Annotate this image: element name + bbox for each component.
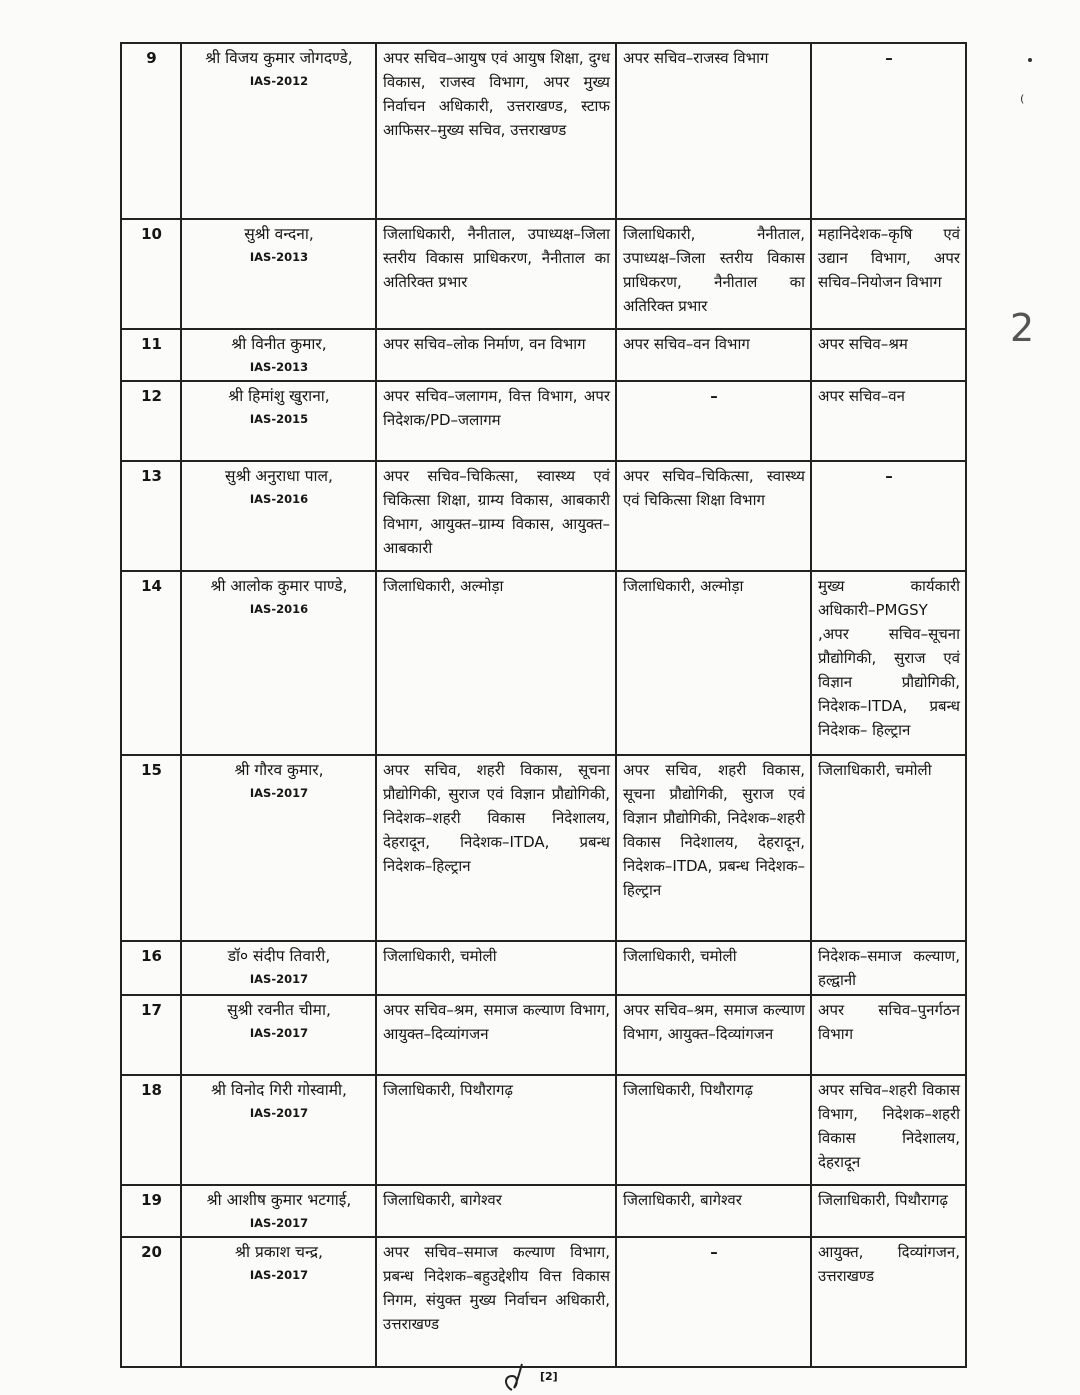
relieved-from — [616, 43, 811, 219]
relieved-from — [616, 1075, 811, 1185]
relieved-from-text: जिलाधिकारी, नैनीताल, उपाध्यक्ष–जिला स्तरीय विकास प्राधिकरण, नैनीताल का अतिरिक्त प्रभार — [623, 225, 805, 315]
table-row — [121, 995, 966, 1075]
relieved-from — [616, 219, 811, 329]
serial-number: 13 — [121, 461, 181, 571]
officer-cell — [181, 329, 376, 381]
new-posting-text: आयुक्त, दिव्यांगजन, उत्तराखण्ड — [818, 1243, 960, 1285]
new-posting-text: जिलाधिकारी, चमोली — [818, 761, 932, 779]
officer-name: श्री हिमांशु खुराना, — [228, 387, 330, 405]
officer-name: सुश्री अनुराधा पाल, — [225, 467, 333, 485]
table-row — [121, 329, 966, 381]
current-posting — [376, 43, 616, 219]
current-posting — [376, 381, 616, 461]
officer-cell — [181, 43, 376, 219]
table-row — [121, 219, 966, 329]
signature-mark — [498, 1362, 538, 1392]
relieved-from-text: अपर सचिव–वन विभाग — [623, 335, 750, 353]
ias-batch: IAS-2016 — [249, 602, 309, 616]
current-posting — [376, 941, 616, 995]
new-posting-text: मुख्य कार्यकारी अधिकारी–PMGSY ,अपर सचिव–सूचना प्रौद्योगिकी, सुराज एवं विज्ञान प्रौद्योगिकी, निदेशक–ITDA, प्रबन्ध निदेशक– हिल्ट्रान — [818, 577, 960, 739]
relieved-from-text: अपर सचिव–राजस्व विभाग — [623, 49, 769, 67]
current-posting — [376, 1185, 616, 1237]
new-posting-text: – — [885, 49, 893, 67]
officer-name: सुश्री रवनीत चीमा, — [227, 1001, 331, 1019]
officer-cell — [181, 1237, 376, 1367]
officer-cell — [181, 1185, 376, 1237]
current-posting-text: अपर सचिव–समाज कल्याण विभाग, प्रबन्ध निदेशक–बहुउद्देशीय वित्त विकास निगम, संयुक्त मुख्य निर्वाचन अधिकारी, उत्तराखण्ड — [383, 1243, 610, 1333]
current-posting — [376, 1075, 616, 1185]
serial-number: 15 — [121, 755, 181, 941]
serial-number: 11 — [121, 329, 181, 381]
officer-name: श्री आलोक कुमार पाण्डे, — [210, 577, 348, 595]
serial-number: 9 — [121, 43, 181, 219]
officer-name: श्री विनोद गिरी गोस्वामी, — [211, 1081, 347, 1099]
ias-batch: IAS-2015 — [249, 412, 309, 426]
current-posting-text: अपर सचिव–आयुष एवं आयुष शिक्षा, दुग्ध विकास, राजस्व विभाग, अपर मुख्य निर्वाचन अधिकारी, उत्तराखण्ड, स्टाफ आफिसर–मुख्य सचिव, उत्तराखण्ड — [383, 49, 610, 139]
new-posting-text: अपर सचिव–श्रम — [818, 335, 908, 353]
new-posting — [811, 1237, 966, 1367]
new-posting-text: – — [885, 467, 893, 485]
officer-name: सुश्री वन्दना, — [244, 225, 314, 243]
ias-batch: IAS-2017 — [249, 1106, 309, 1120]
officer-cell — [181, 461, 376, 571]
serial-number: 18 — [121, 1075, 181, 1185]
relieved-from-text: जिलाधिकारी, अल्मोड़ा — [623, 577, 744, 595]
new-posting — [811, 219, 966, 329]
new-posting-text: निदेशक–समाज कल्याण, हल्द्वानी — [818, 947, 960, 989]
relieved-from — [616, 571, 811, 755]
new-posting — [811, 995, 966, 1075]
serial-number: 19 — [121, 1185, 181, 1237]
ias-batch: IAS-2013 — [249, 250, 309, 264]
officer-name: श्री आशीष कुमार भटगाई, — [206, 1191, 352, 1209]
current-posting — [376, 219, 616, 329]
relieved-from-text: जिलाधिकारी, बागेश्वर — [623, 1191, 742, 1209]
table-row — [121, 1075, 966, 1185]
serial-number: 14 — [121, 571, 181, 755]
relieved-from-text: अपर सचिव–चिकित्सा, स्वास्थ्य एवं चिकित्सा शिक्षा विभाग — [623, 467, 805, 509]
document-sheet — [120, 42, 965, 1360]
relieved-from — [616, 381, 811, 461]
table-row — [121, 43, 966, 219]
officer-cell — [181, 755, 376, 941]
relieved-from — [616, 1185, 811, 1237]
relieved-from — [616, 995, 811, 1075]
ias-batch: IAS-2013 — [249, 360, 309, 374]
new-posting — [811, 941, 966, 995]
current-posting-text: जिलाधिकारी, बागेश्वर — [383, 1191, 502, 1209]
officer-cell — [181, 219, 376, 329]
new-posting — [811, 461, 966, 571]
relieved-from — [616, 1237, 811, 1367]
ias-batch: IAS-2017 — [249, 1216, 309, 1230]
relieved-from-text: जिलाधिकारी, पिथौरागढ़ — [623, 1081, 753, 1099]
officer-cell — [181, 381, 376, 461]
current-posting-text: जिलाधिकारी, अल्मोड़ा — [383, 577, 504, 595]
new-posting — [811, 329, 966, 381]
officer-cell — [181, 1075, 376, 1185]
current-posting-text: अपर सचिव–चिकित्सा, स्वास्थ्य एवं चिकित्सा शिक्षा, ग्राम्य विकास, आबकारी विभाग, आयुक्त–ग्राम्य विकास, आयुक्त–आबकारी — [383, 467, 610, 557]
edge-dot — [1028, 58, 1032, 62]
new-posting — [811, 381, 966, 461]
current-posting — [376, 461, 616, 571]
table-body — [121, 43, 966, 1367]
new-posting — [811, 43, 966, 219]
serial-number: 20 — [121, 1237, 181, 1367]
table-row — [121, 755, 966, 941]
relieved-from — [616, 755, 811, 941]
officer-name: श्री प्रकाश चन्द्र, — [235, 1243, 323, 1261]
current-posting — [376, 755, 616, 941]
officer-name: श्री गौरव कुमार, — [234, 761, 324, 779]
table-row — [121, 1237, 966, 1367]
officer-name: श्री विजय कुमार जोगदण्डे, — [205, 49, 353, 67]
serial-number: 16 — [121, 941, 181, 995]
current-posting — [376, 1237, 616, 1367]
table-row — [121, 381, 966, 461]
ias-batch: IAS-2016 — [249, 492, 309, 506]
new-posting-text: अपर सचिव–वन — [818, 387, 905, 405]
edge-tick: ⁽ — [1020, 92, 1025, 113]
current-posting-text: जिलाधिकारी, पिथौरागढ़ — [383, 1081, 513, 1099]
new-posting — [811, 1185, 966, 1237]
current-posting-text: अपर सचिव–श्रम, समाज कल्याण विभाग, आयुक्त–दिव्यांगजन — [383, 1001, 610, 1043]
relieved-from-text: – — [710, 387, 718, 405]
ias-batch: IAS-2017 — [249, 1026, 309, 1040]
relieved-from-text: – — [710, 1243, 718, 1261]
side-page-number: 2 — [1010, 306, 1035, 350]
new-posting-text: अपर सचिव–पुनर्गठन विभाग — [818, 1001, 960, 1043]
table-row — [121, 461, 966, 571]
officer-cell — [181, 995, 376, 1075]
new-posting-text: अपर सचिव–शहरी विकास विभाग, निदेशक–शहरी विकास निदेशालय, देहरादून — [818, 1081, 960, 1171]
ias-batch: IAS-2017 — [249, 1268, 309, 1282]
relieved-from-text: अपर सचिव–श्रम, समाज कल्याण विभाग, आयुक्त–दिव्यांगजन — [623, 1001, 805, 1043]
serial-number: 10 — [121, 219, 181, 329]
new-posting — [811, 1075, 966, 1185]
serial-number: 12 — [121, 381, 181, 461]
officer-cell — [181, 941, 376, 995]
table-row — [121, 1185, 966, 1237]
current-posting-text: जिलाधिकारी, चमोली — [383, 947, 497, 965]
table-row — [121, 571, 966, 755]
relieved-from-text: जिलाधिकारी, चमोली — [623, 947, 737, 965]
relieved-from-text: अपर सचिव, शहरी विकास, सूचना प्रौद्योगिकी, सुराज एवं विज्ञान प्रौद्योगिकी, निदेशक–शहरी विकास निदेशालय, देहरादून, निदेशक–ITDA, प्रबन्ध निदेशक–हिल्ट्रान — [623, 761, 805, 899]
new-posting — [811, 755, 966, 941]
serial-number: 17 — [121, 995, 181, 1075]
current-posting — [376, 329, 616, 381]
footer-page-label: [2] — [540, 1370, 558, 1383]
table-row — [121, 941, 966, 995]
transfer-table — [120, 42, 967, 1368]
ias-batch: IAS-2012 — [249, 74, 309, 88]
officer-cell — [181, 571, 376, 755]
relieved-from — [616, 461, 811, 571]
relieved-from — [616, 329, 811, 381]
current-posting-text: अपर सचिव–जलागम, वित्त विभाग, अपर निदेशक/PD–जलागम — [383, 387, 610, 429]
officer-name: डॉ० संदीप तिवारी, — [227, 947, 331, 965]
current-posting-text: अपर सचिव, शहरी विकास, सूचना प्रौद्योगिकी, सुराज एवं विज्ञान प्रौद्योगिकी, निदेशक–शहरी विकास निदेशालय, देहरादून, निदेशक–ITDA, प्रबन्ध निदेशक–हिल्ट्रान — [383, 761, 610, 875]
new-posting-text: जिलाधिकारी, पिथौरागढ़ — [818, 1191, 948, 1209]
relieved-from — [616, 941, 811, 995]
current-posting-text: जिलाधिकारी, नैनीताल, उपाध्यक्ष–जिला स्तरीय विकास प्राधिकरण, नैनीताल का अतिरिक्त प्रभार — [383, 225, 610, 291]
current-posting — [376, 995, 616, 1075]
current-posting-text: अपर सचिव–लोक निर्माण, वन विभाग — [383, 335, 586, 353]
ias-batch: IAS-2017 — [249, 972, 309, 986]
ias-batch: IAS-2017 — [249, 786, 309, 800]
new-posting — [811, 571, 966, 755]
officer-name: श्री विनीत कुमार, — [231, 335, 327, 353]
current-posting — [376, 571, 616, 755]
new-posting-text: महानिदेशक–कृषि एवं उद्यान विभाग, अपर सचिव–नियोजन विभाग — [818, 225, 960, 291]
